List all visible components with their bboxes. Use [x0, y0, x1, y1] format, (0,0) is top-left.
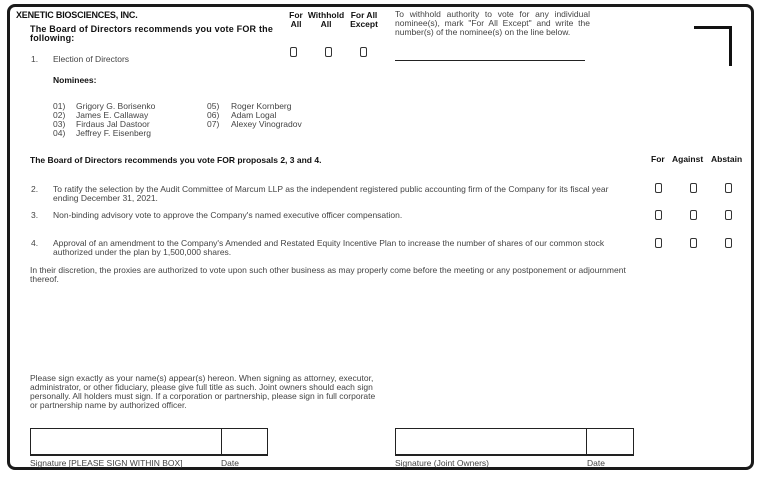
joint-signature-date-box[interactable]	[586, 428, 634, 456]
item1-number: 1.	[31, 54, 39, 64]
except-nominee-numbers-line[interactable]	[395, 59, 585, 61]
proposal2-line2: ending December 31, 2021.	[53, 193, 158, 203]
proposal2-line1: To ratify the selection by the Audit Committee of Marcum LLP as the independent registered public accounting firm of the Company for its fiscal year	[53, 184, 609, 194]
item1-label: Election of Directors	[53, 54, 130, 64]
nominee-name: Adam Logal	[231, 110, 277, 120]
col-for-all-except	[346, 11, 382, 28]
nominees-heading: Nominees:	[53, 75, 97, 85]
col-withhold-all	[305, 11, 347, 28]
col-for-all-line2: All	[290, 18, 302, 29]
section2-recommendation: The Board of Directors recommends you vote FOR proposals 2, 3 and 4.	[30, 155, 322, 165]
joint-signature-label: Signature (Joint Owners)	[395, 458, 490, 468]
checkbox-p3-for[interactable]	[655, 210, 662, 220]
nominee-num: 01)	[53, 101, 66, 111]
checkbox-p2-abstain[interactable]	[725, 183, 732, 193]
col-for: For	[651, 154, 665, 164]
nominee-name: Jeffrey F. Eisenberg	[76, 128, 151, 138]
signature-label: Signature [PLEASE SIGN WITHIN BOX]	[30, 458, 183, 468]
col-except-line1: For All	[350, 10, 378, 20]
proposal3-text: Non-binding advisory vote to approve the Company's named executive officer compensation.	[53, 210, 403, 220]
signature-box[interactable]	[30, 428, 222, 456]
withhold-instructions: To withhold authority to vote for any individual nominee(s), mark "For All Except" and write the number(s) of the nominee(s) on the line below.	[395, 9, 590, 37]
nominee-num: 02)	[53, 110, 66, 120]
company-name: XENETIC BIOSCIENCES, INC.	[16, 10, 138, 20]
col-withhold-line1: Withhold	[307, 10, 345, 20]
col-for-all-line1: For	[289, 10, 303, 20]
nominee-num: 03)	[53, 119, 66, 129]
nominee-name: Firdaus Jal Dastoor	[76, 119, 150, 129]
nominee-num: 07)	[207, 119, 220, 129]
checkbox-p3-against[interactable]	[690, 210, 697, 220]
registration-mark	[694, 26, 732, 66]
signing-instructions-line: Please sign exactly as your name(s) appear(s) hereon. When signing as attorney, executor,	[30, 373, 374, 383]
joint-signature-box[interactable]	[395, 428, 587, 456]
nominee-list-col2	[207, 102, 302, 129]
proposal2-text	[53, 185, 643, 203]
discretion-line2: thereof.	[30, 274, 59, 284]
proposal4-number: 4.	[31, 238, 39, 248]
joint-signature-date-label: Date	[587, 458, 605, 468]
signing-instructions-line: administrator, or other fiduciary, please give full title as such. Joint owners should each sign	[30, 382, 373, 392]
nominee-num: 05)	[207, 101, 220, 111]
signing-instructions-line: personally. All holders must sign. If a corporation or partnership, please sign in full corporate	[30, 391, 376, 401]
nominee-item	[53, 129, 155, 138]
checkbox-p2-against[interactable]	[690, 183, 697, 193]
section1-recommendation: The Board of Directors recommends you vote FOR the following:	[30, 24, 274, 43]
signing-instructions	[30, 374, 390, 410]
nominee-name: Grigory G. Borisenko	[76, 101, 156, 111]
nominee-list-col1	[53, 102, 155, 138]
signing-instructions-line: or partnership name by authorized officer.	[30, 400, 187, 410]
checkbox-p4-against[interactable]	[690, 238, 697, 248]
discretion-text	[30, 266, 650, 284]
nominee-name: James E. Callaway	[76, 110, 149, 120]
checkbox-p2-for[interactable]	[655, 183, 662, 193]
checkbox-p4-for[interactable]	[655, 238, 662, 248]
checkbox-for-all-except[interactable]	[360, 47, 367, 57]
nominee-num: 06)	[207, 110, 220, 120]
col-except-line2: Except	[350, 18, 378, 29]
col-against: Against	[672, 154, 704, 164]
checkbox-p3-abstain[interactable]	[725, 210, 732, 220]
proposal4-text	[53, 239, 643, 257]
proposal2-number: 2.	[31, 184, 39, 194]
checkbox-for-all[interactable]	[290, 47, 297, 57]
col-abstain: Abstain	[711, 154, 743, 164]
proposal4-line1: Approval of an amendment to the Company's Amended and Restated Equity Incentive Plan to increase the number of shares of our common stock	[53, 238, 605, 248]
nominee-name: Roger Kornberg	[231, 101, 292, 111]
discretion-line1: In their discretion, the proxies are authorized to vote upon such other business as may properly come before the meeting or any postponement or adjournment	[30, 265, 626, 275]
proposal3-number: 3.	[31, 210, 39, 220]
proposal4-line2: authorized under the plan by 1,500,000 shares.	[53, 247, 232, 257]
checkbox-p4-abstain[interactable]	[725, 238, 732, 248]
nominee-item	[207, 120, 302, 129]
nominee-name: Alexey Vinogradov	[231, 119, 302, 129]
signature-date-label: Date	[221, 458, 239, 468]
signature-date-box[interactable]	[221, 428, 268, 456]
nominee-num: 04)	[53, 128, 66, 138]
col-withhold-line2: All	[320, 18, 332, 29]
checkbox-withhold-all[interactable]	[325, 47, 332, 57]
